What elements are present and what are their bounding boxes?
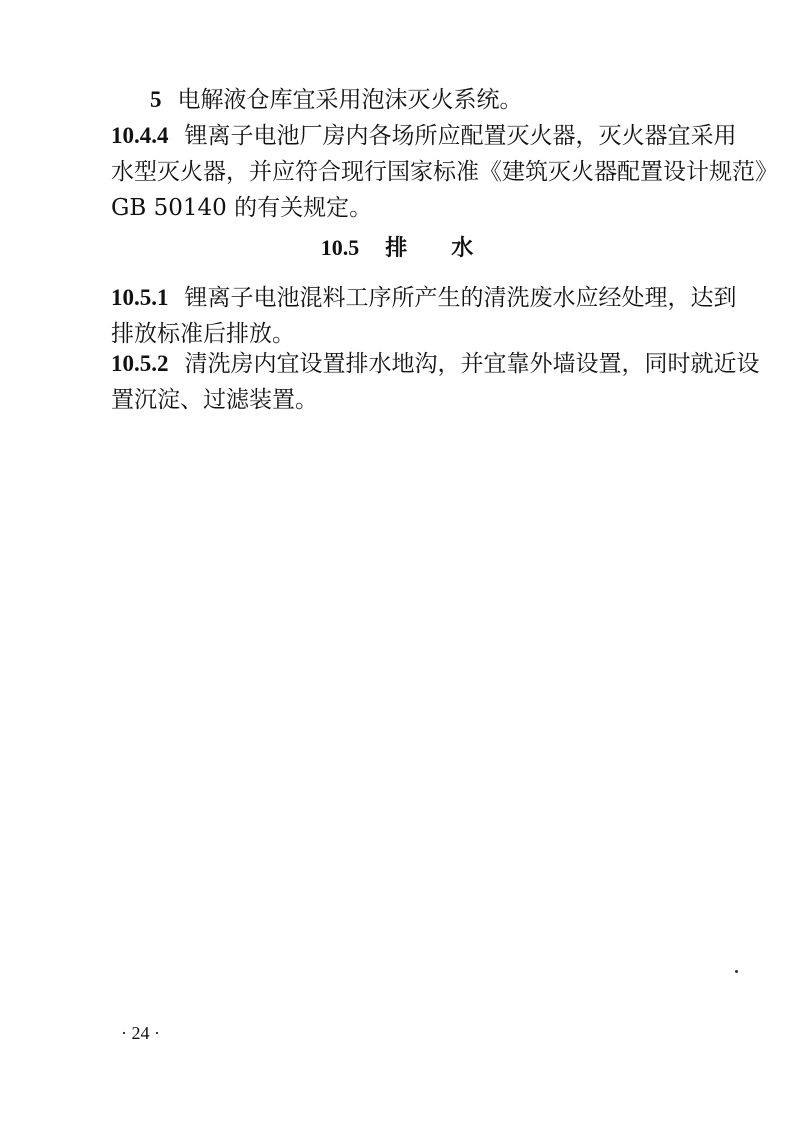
scan-speck xyxy=(735,970,738,973)
section-number: 10.5 xyxy=(320,235,360,260)
clause-number: 10.5.1 xyxy=(111,285,169,310)
section-title-part-1: 排 xyxy=(385,235,408,261)
clause-10-5-1-line-1 xyxy=(111,280,737,316)
item-text: 电解液仓库宜采用泡沫灭火系统。 xyxy=(177,87,523,113)
clause-text: 清洗房内宜设置排水地沟，并宜靠外墙设置，同时就近设 xyxy=(184,351,760,377)
item-5 xyxy=(150,82,723,118)
clause-10-4-4-line-3 xyxy=(111,190,723,226)
clause-number: 10.5.2 xyxy=(111,351,169,376)
clause-text: GB 50140 的有关规定。 xyxy=(111,195,373,221)
clause-text: 锂离子电池厂房内各场所应配置灭火器，灭火器宜采用 xyxy=(184,123,737,149)
section-heading xyxy=(0,230,794,266)
clause-10-5-2-line-1 xyxy=(111,346,760,382)
section-title-part-2: 水 xyxy=(451,235,474,261)
clause-text: 置沉淀、过滤装置。 xyxy=(111,387,318,413)
clause-10-4-4-line-2 xyxy=(111,154,778,190)
clause-10-4-4-line-1 xyxy=(111,118,737,154)
clause-number: 10.4.4 xyxy=(111,123,169,148)
clause-text: 水型灭火器，并应符合现行国家标准《建筑灭火器配置设计规范》 xyxy=(111,159,778,185)
clause-text: 锂离子电池混料工序所产生的清洗废水应经处理，达到 xyxy=(184,285,737,311)
item-number: 5 xyxy=(150,87,162,112)
page-number: · 24 · xyxy=(121,1023,160,1043)
clause-10-5-2-line-2 xyxy=(111,382,723,418)
clause-text: 排放标准后排放。 xyxy=(111,321,295,347)
